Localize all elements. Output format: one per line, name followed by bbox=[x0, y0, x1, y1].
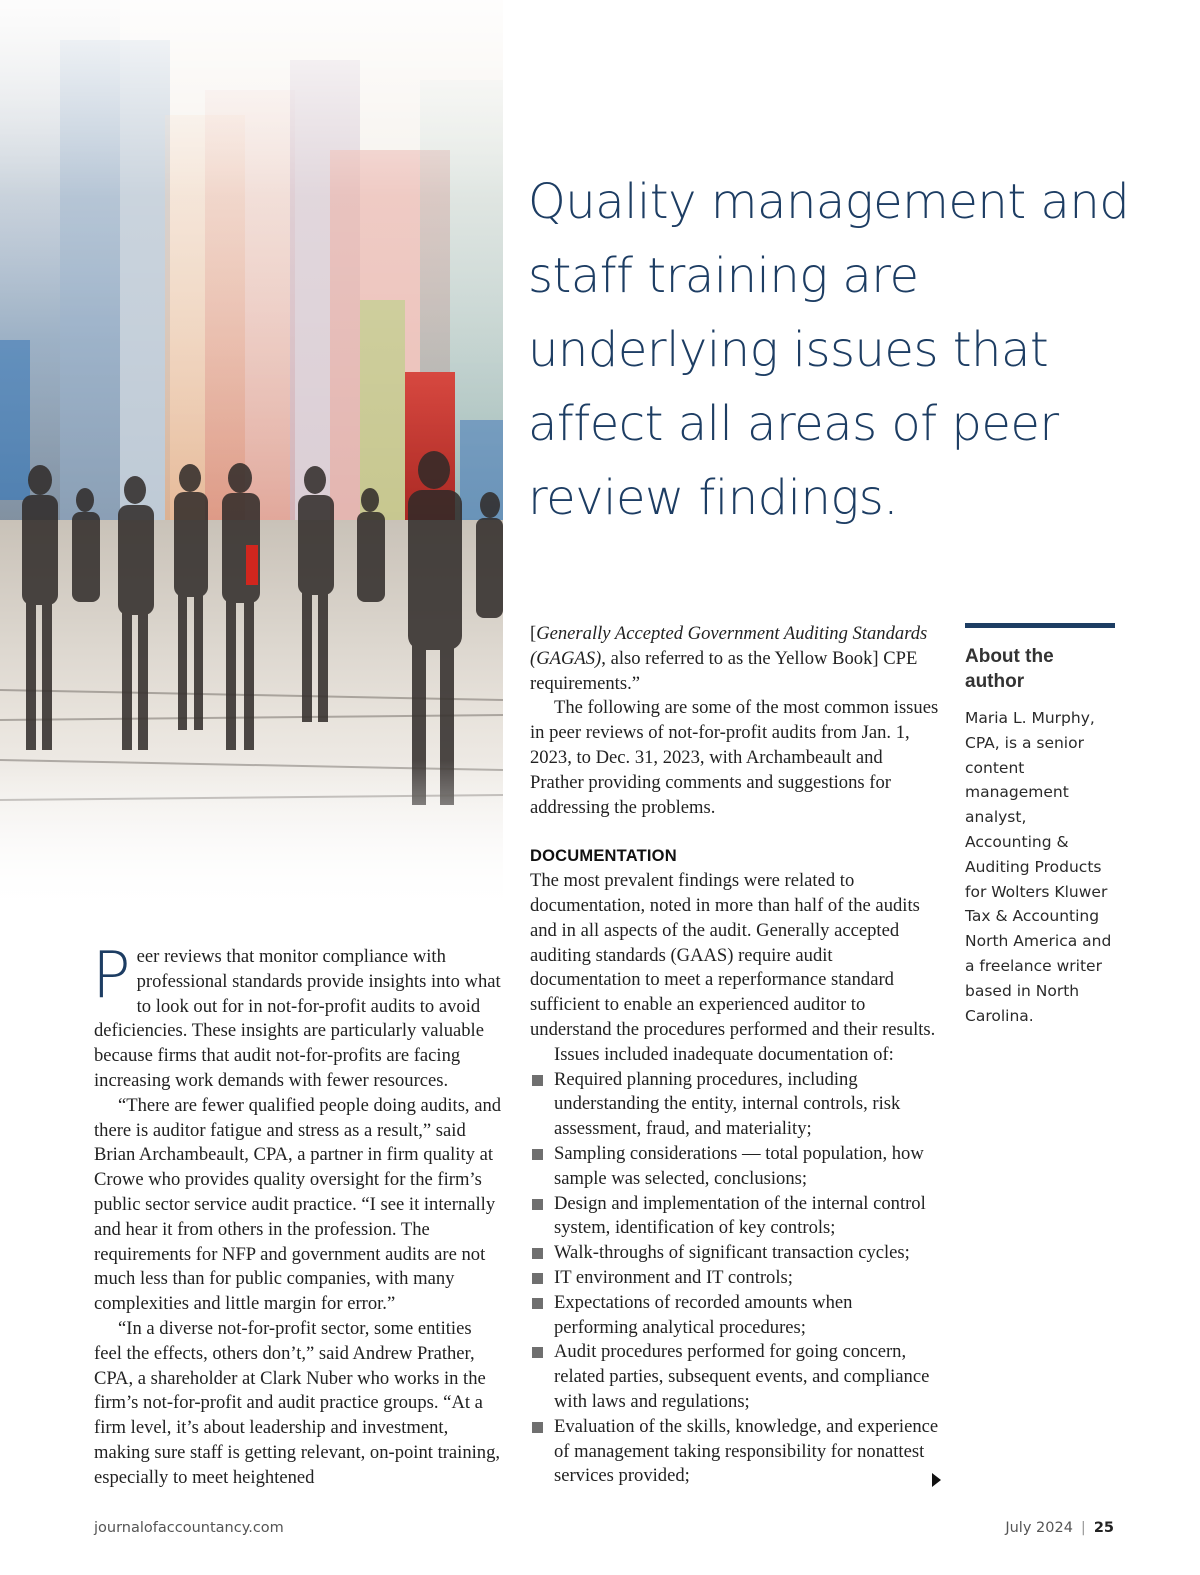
lead-paragraph-text: eer reviews that monitor compliance with professional standards provide insights into what to look out for in not-for-profit audits to avoid deficiencies. These insights are particularly valuable because firms that audit not-for-profits are facing increasing work demands with fewer resources. bbox=[94, 946, 501, 1091]
article-column-2 bbox=[530, 622, 940, 1489]
article-column-1 bbox=[92, 939, 504, 1491]
footer-site: journalofaccountancy.com bbox=[94, 1520, 284, 1536]
list-item-text: Audit procedures performed for going concern, related parties, subsequent events, and compliance with laws and regulations; bbox=[554, 1341, 930, 1412]
square-bullet-icon bbox=[532, 1422, 543, 1433]
sidebar-rule bbox=[965, 623, 1115, 628]
list-item bbox=[530, 1142, 940, 1192]
about-author-sidebar bbox=[965, 623, 1115, 1028]
list-item bbox=[530, 1068, 940, 1142]
list-item bbox=[530, 1266, 940, 1291]
drop-cap: P bbox=[92, 939, 131, 1013]
list-item-text: Walk-throughs of significant transaction cycles; bbox=[554, 1242, 910, 1264]
square-bullet-icon bbox=[532, 1199, 543, 1210]
author-bio: Maria L. Murphy, CPA, is a senior content management analyst, Accounting & Auditing Products for Wolters Kluwer Tax & Accounting North America and a freelance writer based in North Carolina. bbox=[965, 709, 1112, 1025]
list-item-text: IT environment and IT controls; bbox=[554, 1266, 793, 1288]
footer-page-info bbox=[1005, 1520, 1114, 1536]
section-heading: DOCUMENTATION bbox=[530, 847, 677, 866]
lead-paragraph bbox=[92, 939, 504, 1094]
list-item bbox=[530, 1340, 940, 1414]
body-paragraph: “In a diverse not-for-profit sector, some entities feel the effects, others don’t,” said Andrew Prather, CPA, a shareholder at Clark Nuber who works in the firm’s not-for-profit and audit practice groups. “At a firm level, it’s about leadership and investment, making sure staff is getting relevant, on-point training, especially to meet heightened bbox=[94, 1317, 501, 1488]
list-item-text: Sampling considerations — total population, how sample was selected, conclusions; bbox=[554, 1142, 924, 1189]
list-item-text: Expectations of recorded amounts when performing analytical procedures; bbox=[554, 1291, 853, 1338]
footer-date: July 2024 bbox=[1005, 1520, 1073, 1536]
body-paragraph: The following are some of the most common issues in peer reviews of not-for-profit audits from Jan. 1, 2023, to Dec. 31, 2023, with Archambeault and Prather providing comments and suggestions for addressing the problems. bbox=[530, 697, 939, 818]
gagas-title: Generally Accepted Government Auditing Standards (GAGAS) bbox=[530, 623, 928, 669]
square-bullet-icon bbox=[532, 1298, 543, 1309]
issues-list bbox=[530, 1068, 940, 1490]
page-number: 25 bbox=[1093, 1520, 1114, 1536]
pull-quote: Quality management and staff training are underlying issues that affect all areas of peer review findings. bbox=[528, 174, 1130, 526]
list-item bbox=[530, 1241, 940, 1266]
body-paragraph: “There are fewer qualified people doing audits, and there is auditor fatigue and stress as a result,” said Brian Archambeault, CPA, a partner in firm quality at Crowe who provides quality oversight for the firm’s public sector service audit practice. “I see it internally and hear it from others in the profession. The requirements for NFP and government audits are not much less than for public companies, with many complexities and little margin for error.” bbox=[94, 1094, 502, 1315]
square-bullet-icon bbox=[532, 1075, 543, 1086]
hero-illustration bbox=[0, 0, 503, 915]
body-paragraph bbox=[530, 622, 940, 696]
list-item-text: Design and implementation of the internal control system, identification of key controls; bbox=[554, 1192, 926, 1239]
list-item bbox=[530, 1192, 940, 1242]
body-paragraph: The most prevalent findings were related to documentation, noted in more than half of the audits and in all aspects of the audit. Generally accepted auditing standards (GAAS) require audit documentation to meet a reperformance standard sufficient to enable an experienced auditor to understand the procedures performed and their results. bbox=[530, 870, 936, 1040]
list-item bbox=[530, 1291, 940, 1341]
square-bullet-icon bbox=[532, 1149, 543, 1160]
list-intro: Issues included inadequate documentation of: bbox=[554, 1043, 894, 1065]
square-bullet-icon bbox=[532, 1273, 543, 1284]
square-bullet-icon bbox=[532, 1347, 543, 1358]
bracket-text: [ bbox=[530, 623, 537, 644]
footer-separator: | bbox=[1080, 1520, 1086, 1536]
sidebar-title: About the author bbox=[965, 646, 1054, 692]
list-item bbox=[530, 1415, 940, 1489]
body-text: , also referred to as the Yellow Book] CPE requirements.” bbox=[530, 647, 918, 694]
square-bullet-icon bbox=[532, 1248, 543, 1259]
list-item-text: Required planning procedures, including understanding the entity, internal controls, risk assessment, fraud, and materiality; bbox=[554, 1068, 901, 1140]
continue-arrow-icon bbox=[932, 1473, 941, 1487]
list-item-text: Evaluation of the skills, knowledge, and experience of management taking responsibility for nonattest services provided; bbox=[554, 1415, 939, 1487]
